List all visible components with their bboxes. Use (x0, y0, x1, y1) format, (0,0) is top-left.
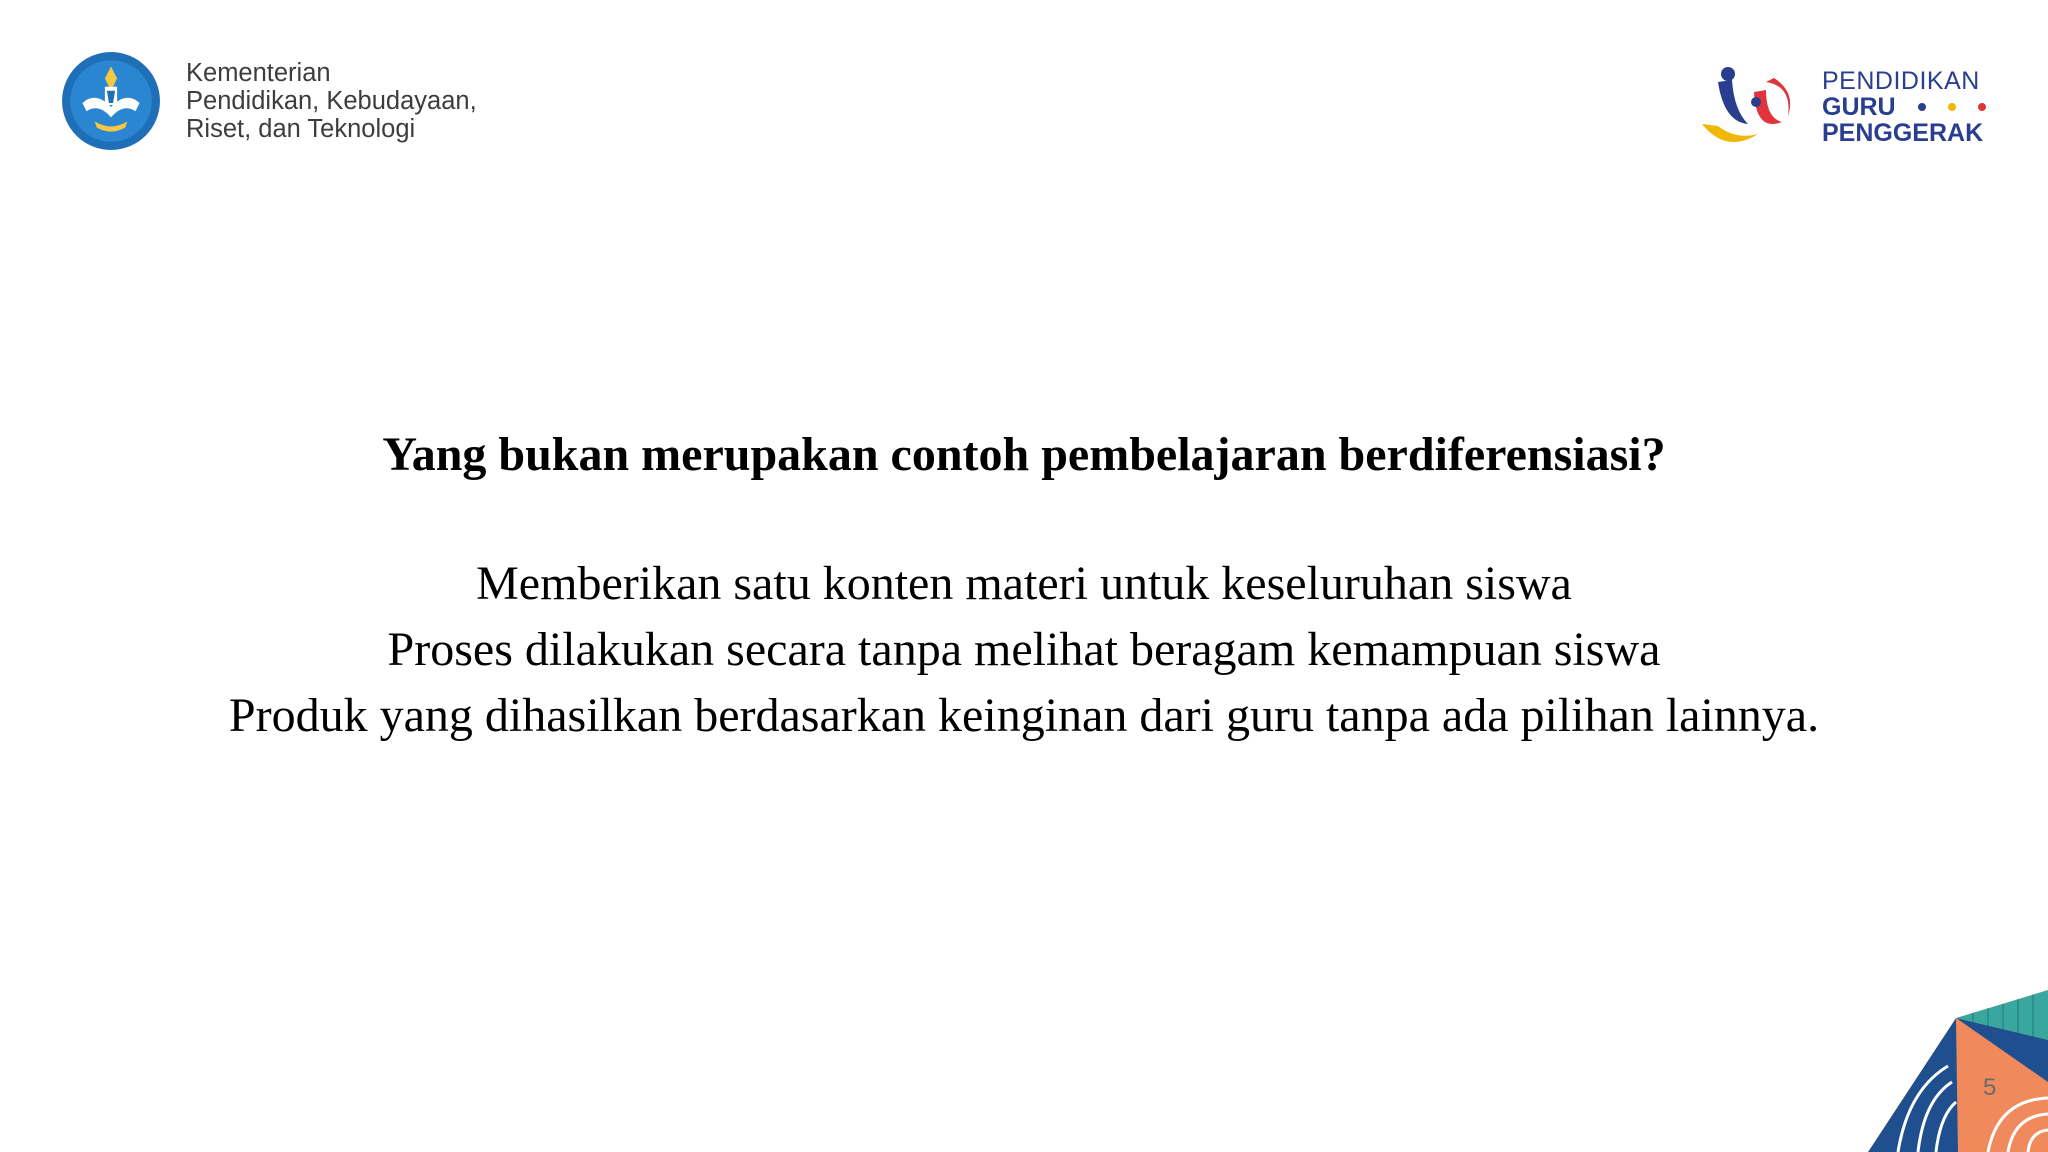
guru-penggerak-logo (1696, 62, 1986, 152)
guru-penggerak-wordmark (1822, 68, 1986, 146)
wordmark-line-pendidikan: PENDIDIKAN (1822, 67, 1980, 95)
answer-item: Proses dilakukan secara tanpa melihat beragam kemampuan siswa (387, 623, 1661, 676)
wordmark-guru-text: GURU (1822, 93, 1896, 121)
tut-wuri-handayani-emblem-icon (60, 50, 162, 152)
ministry-logo (60, 50, 477, 152)
answer-item: Produk yang dihasilkan berdasarkan keinginan dari guru tanpa ada pilihan lainnya. (228, 689, 1820, 742)
guru-penggerak-mark-icon (1696, 62, 1804, 152)
wordmark-line-guru (1822, 94, 1986, 120)
answer-item: Memberikan satu konten materi untuk keseluruhan siswa (476, 557, 1572, 610)
red-dot-icon (1978, 103, 1986, 111)
blue-dot-icon (1918, 103, 1926, 111)
page-number: 5 (1983, 1074, 1997, 1101)
wordmark-dots (1918, 103, 1986, 111)
slide-content (0, 425, 2048, 749)
yellow-dot-icon (1948, 103, 1956, 111)
ministry-name-line: Kementerian (186, 59, 331, 87)
ministry-name-line: Riset, dan Teknologi (186, 115, 416, 143)
wordmark-line-penggerak: PENGGERAK (1822, 119, 1984, 147)
corner-pattern-icon (1758, 970, 2048, 1152)
ministry-name-line: Pendidikan, Kebudayaan, (186, 87, 477, 115)
question-heading: Yang bukan merupakan contoh pembelajaran berdiferensiasi? (382, 428, 1666, 481)
answer-list (0, 551, 2048, 749)
ministry-name (186, 59, 477, 143)
